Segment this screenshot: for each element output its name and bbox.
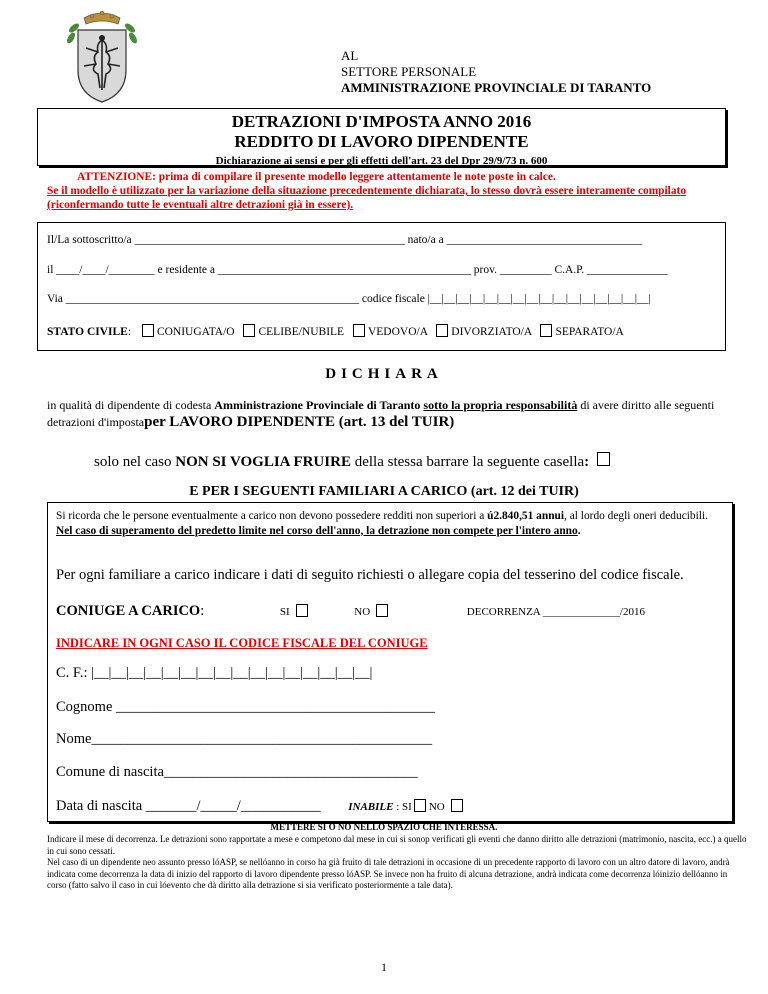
birthdate-residence-field[interactable]: il ____/____/________ e residente a ____________________________________________ prov. _________ C.A.P. ______________: [47, 264, 668, 276]
spouse-row: CONIUGE A CARICO: SI NO DECORRENZA ______________/2016: [56, 603, 645, 619]
footnote: Nel caso di un dipendente neo assunto presso lóASP, se nellóanno in corso ha già fruito di tale detrazioni in occasione di un precedente rapporto di lavoro con un altro datore di lavoro, andrà indicata come decorrenza la data di inizio del rapporto di lavoro dipendente presso lóASP. Se invece non ha fruito di alcuna detrazione, andrà indicata come decorrenza lóinizio dellóanno in corso (fatto salvo il caso in cui lóevento che dà diritto alla detrazione si sia verificato posteriormente a tale data).: [47, 857, 730, 890]
surname-field[interactable]: Cognome ____________________________________________: [56, 699, 436, 715]
dichiara-heading: DICHIARA: [325, 366, 443, 382]
spouse-taxcode-notice: [56, 635, 428, 652]
text: .: [577, 524, 581, 537]
spouse-si-checkbox[interactable]: [296, 604, 308, 617]
recipient-line: AMMINISTRAZIONE PROVINCIALE DI TARANTO: [341, 80, 652, 95]
option-label: VEDOVO/A: [367, 326, 428, 338]
si-label: : SI: [396, 801, 412, 813]
text: Nel caso di superamento del predetto limite nel corso dell'anno, la detrazione non compete per l'intero anno: [56, 524, 578, 537]
recipient-line: SETTORE PERSONALE: [341, 64, 477, 79]
text: ú2.840,51 annui: [487, 510, 565, 522]
text: di avere diritto alle seguenti detrazioni d'imposta: [47, 398, 715, 429]
spouse-taxcode-field[interactable]: C. F.: |__|__|__|__|__|__|__|__|__|__|__|__|__|__|__|__|: [56, 665, 373, 681]
warning-notice: [47, 170, 737, 212]
text: sotto la propria responsabilità: [423, 398, 578, 412]
title-box: [37, 108, 726, 166]
declaration-paragraph: [47, 397, 737, 431]
option-label: CONIUGATA/O: [156, 326, 235, 338]
first-name-field[interactable]: Nome_______________________________________________: [56, 731, 433, 747]
footnote: Indicare il mese di decorrenza. Le detrazioni sono rapportate a mese e competono dal mese in cui si sonop verificati gli eventi che danno diritto alle detrazioni (matrimonio, nascita, ecc.) a quello in cui sono cessati.: [47, 834, 747, 856]
text: Si ricorda che le persone eventualmente a carico non devono possedere redditi non superiori a: [56, 510, 488, 522]
personal-data-box: [37, 222, 726, 351]
page-number: 1: [381, 960, 387, 974]
checkbox-coniugato[interactable]: [142, 324, 154, 337]
checkbox-separato[interactable]: [540, 324, 552, 337]
text: solo nel caso: [94, 454, 176, 470]
checkbox-vedovo[interactable]: [353, 324, 365, 337]
birthdate-field[interactable]: Data di nascita _______/_____/___________: [56, 798, 321, 814]
warning-line: Se il modello è utilizzato per la variazione della situazione precedentemente dichiarata, lo stesso dovrà essere interamente compilato (riconfermando tutte le eventuali altre detrazioni già in essere).: [47, 185, 687, 211]
birthplace-field[interactable]: Comune di nascita___________________________________: [56, 764, 418, 780]
spouse-no-checkbox[interactable]: [376, 604, 388, 617]
option-label: DIVORZIATO/A: [451, 326, 532, 338]
text: della stessa barrare la seguente casella: [350, 454, 585, 470]
street-taxcode-field[interactable]: Via ___________________________________________________ codice fiscale |__|__|__|__|__|__|__|__|__|__|__|__|__|__|__|__|: [47, 293, 651, 305]
text: in qualità di dipendente di codesta: [47, 398, 215, 412]
option-label: SEPARATO/A: [555, 326, 624, 338]
no-label: NO: [354, 606, 371, 618]
marital-status-label: STATO CIVILE: [47, 326, 128, 338]
warning-line: ATTENZIONE: prima di compilare il presente modello leggere attentamente le note poste in calce.: [77, 171, 556, 183]
footnotes: [47, 834, 747, 892]
no-label: NO: [428, 801, 445, 813]
opt-out-checkbox[interactable]: [597, 452, 610, 466]
income-limit-note: [56, 509, 724, 538]
inabile-group: [348, 801, 465, 813]
option-label: CELIBE/NUBILE: [258, 326, 345, 338]
dependents-box: [47, 502, 733, 822]
legal-reference: Dichiarazione ai sensi e per gli effetti dell'art. 23 del Dpr 29/9/73 n. 600: [215, 155, 548, 167]
text: per LAVORO DIPENDENTE (art. 13 del TUIR): [144, 414, 455, 430]
name-birthplace-field[interactable]: Il/La sottoscritto/a _______________________________________________ nato/a a __________________________________: [47, 234, 643, 246]
instruction-caption: METTERE SI O NO NELLO SPAZIO CHE INTERESSA.: [270, 822, 498, 832]
document-subtitle: REDDITO DI LAVORO DIPENDENTE: [234, 132, 529, 151]
text: INDICARE IN OGNI CASO IL CODICE FISCALE DEL CONIUGE: [56, 636, 428, 650]
marital-status-row: STATO CIVILE: CONIUGATA/O CELIBE/NUBILE VEDOVO/A DIVORZIATO/A SEPARATO/A: [47, 326, 624, 338]
inabile-label: INABILE: [348, 801, 394, 813]
checkbox-divorziato[interactable]: [436, 324, 448, 337]
birthdate-row: [56, 798, 466, 815]
recipient-line: AL: [341, 48, 359, 63]
si-label: SI: [279, 606, 290, 618]
opt-out-line: [94, 452, 610, 471]
checkbox-celibe[interactable]: [243, 324, 255, 337]
provincial-crest-logo: [62, 8, 142, 106]
text: Amministrazione Provinciale di Taranto: [214, 398, 421, 412]
dependents-heading: E PER I SEGUENTI FAMILIARI A CARICO (art. 12 dei TUIR): [189, 484, 579, 499]
inabile-no-checkbox[interactable]: [451, 799, 463, 812]
inabile-si-checkbox[interactable]: [414, 799, 426, 812]
decorrenza-field[interactable]: DECORRENZA ______________/2016: [466, 606, 645, 618]
text: NON SI VOGLIA FRUIRE: [175, 454, 351, 470]
recipient-address: [341, 48, 651, 96]
text: :: [584, 454, 590, 470]
text: , al lordo degli oneri deducibili.: [564, 510, 708, 522]
spouse-label: CONIUGE A CARICO: [56, 603, 201, 619]
document-title: DETRAZIONI D'IMPOSTA ANNO 2016: [231, 112, 532, 131]
instructions-paragraph: Per ogni familiare a carico indicare i dati di seguito richiesti o allegare copia del tesserino del codice fiscale.: [56, 567, 684, 583]
